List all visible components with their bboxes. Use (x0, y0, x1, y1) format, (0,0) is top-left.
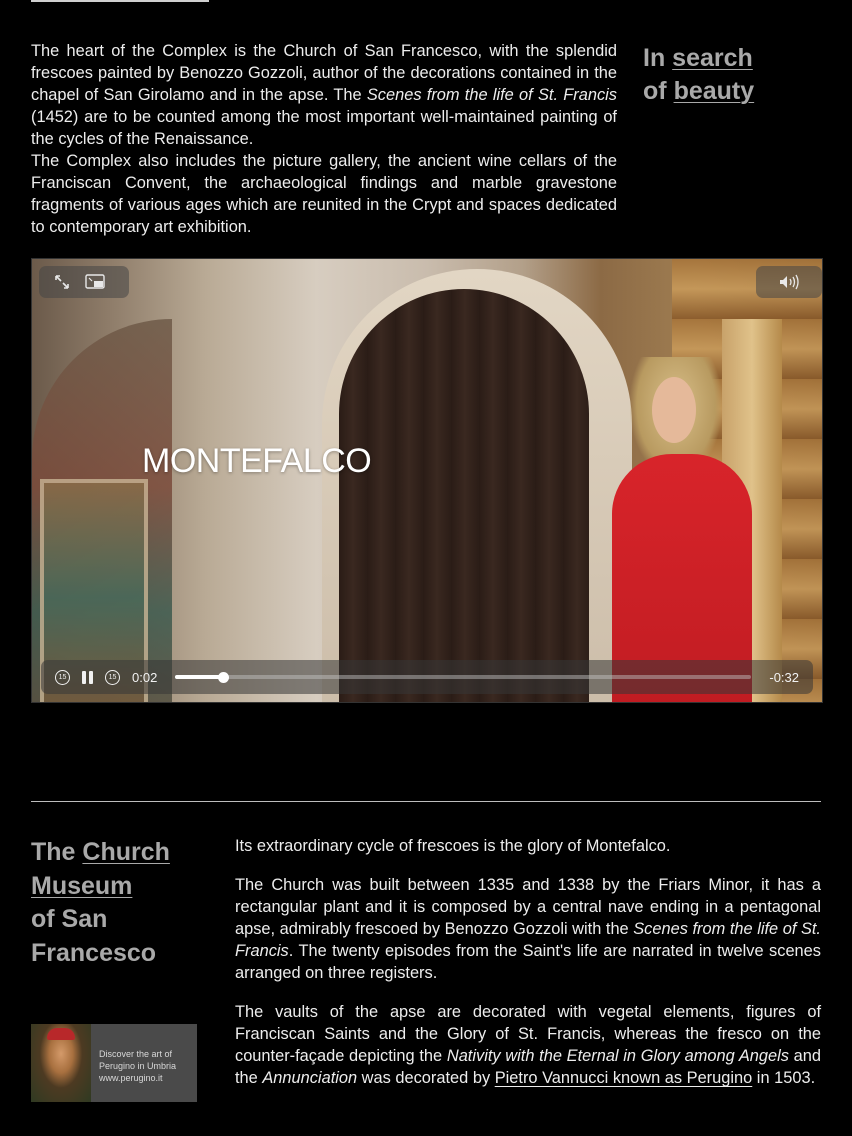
intro-text (31, 40, 617, 238)
section-title-the: The (31, 838, 76, 866)
top-divider (31, 0, 209, 2)
skip-back-15-icon[interactable]: 15 (55, 670, 70, 685)
body-p2-text-a: The Church was built between 1335 and 1338 by the Friars Minor, it has a rectangular plant and it is composed by a central nave ending in a pentagonal apse, admirably frescoed by Benozzo Gozzoli with the (235, 876, 821, 938)
body-p3-and: and the (235, 1047, 821, 1087)
side-title (643, 42, 833, 108)
remaining-time: -0:32 (769, 669, 799, 685)
side-title-word-of: of (643, 77, 667, 105)
side-title-link-search[interactable]: search (672, 44, 753, 72)
side-title-link-beauty[interactable]: beauty (673, 77, 755, 105)
body-paragraph-1: Its extraordinary cycle of frescoes is the glory of Montefalco. (235, 837, 671, 855)
perugino-link[interactable]: Pietro Vannucci known as Perugino (494, 1069, 753, 1087)
body-paragraph-2 (235, 874, 821, 984)
banner-line-1: Discover the art of (99, 1049, 173, 1059)
church-description (235, 835, 821, 1106)
pause-icon[interactable] (82, 671, 93, 684)
section-title-link-church[interactable]: Church (82, 838, 170, 866)
intro-p1-text-b: (1452) are to be counted among the most important well-maintained painting of the cycles of the Renaissance. (31, 108, 617, 148)
video-player[interactable] (31, 258, 823, 703)
video-scene-person-face (652, 377, 696, 443)
section-title (31, 836, 211, 970)
section-divider (31, 801, 821, 802)
body-p3-artwork-annunciation: Annunciation (262, 1069, 358, 1087)
side-title-word-in: In (643, 44, 666, 72)
intro-p1-artwork-title: Scenes from the life of St. Francis (366, 86, 617, 104)
progress-fill (175, 675, 223, 679)
speaker-volume-icon[interactable] (778, 274, 800, 290)
video-overlay-title: MONTEFALCO (142, 442, 372, 480)
banner-url: www.perugino.it (99, 1073, 163, 1083)
body-p3-artwork-nativity: Nativity with the Eternal in Glory among Angels (446, 1047, 789, 1065)
body-p3-text-c: in 1503. (752, 1069, 816, 1087)
body-paragraph-3 (235, 1001, 821, 1089)
progress-track[interactable] (175, 675, 751, 679)
body-p2-text-b: . The twenty episodes from the Saint's life are narrated in twelve scenes arranged on three registers. (235, 942, 821, 982)
expand-arrows-icon[interactable] (53, 273, 71, 291)
body-p2-artwork-title: Scenes from the life of St. Francis (235, 920, 821, 960)
intro-paragraph-1 (31, 40, 617, 150)
banner-text (91, 1042, 176, 1084)
video-top-left-controls (39, 266, 129, 298)
body-p3-text-b: was decorated by (357, 1069, 495, 1087)
section-title-link-museum[interactable]: Museum (31, 871, 133, 900)
intro-paragraph-2: The Complex also includes the picture gallery, the ancient wine cellars of the Franciscan Convent, the archaeological findings and marble gravestone fragments of various ages which are reunited in the Crypt and spaces dedicated to contemporary art exhibition. (31, 152, 617, 236)
section-title-francesco: Francesco (31, 938, 157, 967)
elapsed-time: 0:02 (132, 669, 158, 685)
intro-p1-text-a: The heart of the Complex is the Church of San Francesco, with the splendid frescoes painted by Benozzo Gozzoli, author of the decorations contained in the chapel of San Girolamo and in the apse. The (31, 42, 617, 104)
banner-line-2: Perugino in Umbria (99, 1061, 177, 1071)
perugino-ad-banner[interactable] (31, 1024, 197, 1102)
picture-in-picture-icon[interactable] (85, 274, 105, 290)
section-title-of-san: of San (31, 905, 108, 933)
body-p3-text-a: The vaults of the apse are decorated with vegetal elements, figures of Franciscan Saints and the Glory of St. Francis, whereas the fresco on the counter-façade depicting the (235, 1003, 821, 1065)
video-top-right-controls (756, 266, 822, 298)
perugino-portrait-image (31, 1024, 91, 1102)
video-control-bar (41, 660, 813, 694)
video-scene-door (339, 289, 589, 703)
skip-forward-15-icon[interactable]: 15 (105, 670, 120, 685)
progress-scrubber-handle[interactable] (218, 672, 229, 683)
